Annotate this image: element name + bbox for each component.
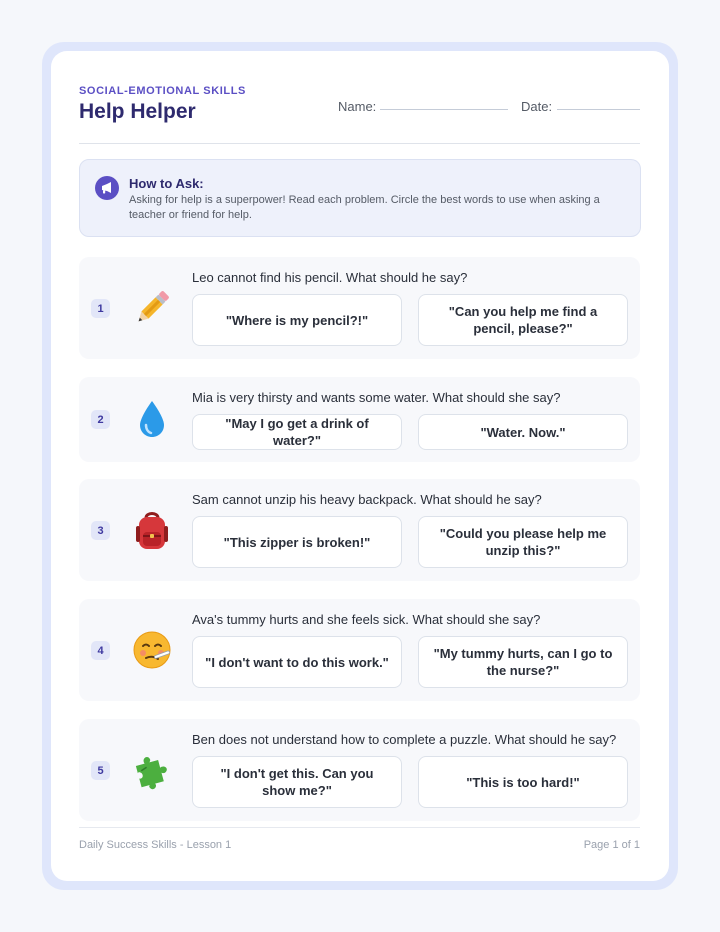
page-number: Page 1 of 1 <box>583 839 640 851</box>
header-divider <box>79 143 640 144</box>
pencil-icon <box>129 285 175 331</box>
problem-number: 3 <box>91 521 110 540</box>
water-drop-icon <box>129 396 175 442</box>
backpack-icon <box>129 507 175 553</box>
problem-question: Mia is very thirsty and wants some water. What should she say? <box>192 390 561 405</box>
date-field[interactable] <box>557 109 640 110</box>
problem-number: 5 <box>91 761 110 780</box>
answer-option-a[interactable]: "Where is my pencil?!" <box>192 294 402 346</box>
footer-divider <box>79 827 640 828</box>
instructions-box <box>79 159 641 237</box>
answer-option-b[interactable]: "This is too hard!" <box>418 756 628 808</box>
answer-option-a[interactable]: "May I go get a drink of water?" <box>192 414 402 450</box>
problem-card <box>79 377 640 462</box>
instructions-text: Asking for help is a superpower! Read each problem. Circle the best words to use when asking a teacher or friend for help. <box>129 194 600 221</box>
problem-number: 1 <box>91 299 110 318</box>
problem-number: 4 <box>91 641 110 660</box>
sick-face-icon <box>129 627 175 673</box>
instructions-title: How to Ask: <box>129 176 204 191</box>
footer-lesson: Daily Success Skills - Lesson 1 <box>79 839 232 851</box>
answer-option-b[interactable]: "My tummy hurts, can I go to the nurse?" <box>418 636 628 688</box>
problem-question: Ben does not understand how to complete a puzzle. What should he say? <box>192 732 617 747</box>
problem-card <box>79 719 640 821</box>
name-field[interactable] <box>380 109 508 110</box>
answer-option-b[interactable]: "Can you help me find a pencil, please?" <box>418 294 628 346</box>
answer-option-a[interactable]: "I don't want to do this work." <box>192 636 402 688</box>
name-label: Name: <box>338 99 377 114</box>
answer-option-a[interactable]: "This zipper is broken!" <box>192 516 402 568</box>
puzzle-piece-icon <box>129 747 175 793</box>
problem-question: Leo cannot find his pencil. What should he say? <box>192 270 468 285</box>
megaphone-icon <box>95 176 119 200</box>
problem-card <box>79 599 640 701</box>
problem-question: Sam cannot unzip his heavy backpack. What should he say? <box>192 492 542 507</box>
date-label: Date: <box>521 99 553 114</box>
problem-card <box>79 257 640 359</box>
answer-option-b[interactable]: "Could you please help me unzip this?" <box>418 516 628 568</box>
problem-card <box>79 479 640 581</box>
answer-option-b[interactable]: "Water. Now." <box>418 414 628 450</box>
answer-option-a[interactable]: "I don't get this. Can you show me?" <box>192 756 402 808</box>
problem-question: Ava's tummy hurts and she feels sick. What should she say? <box>192 612 541 627</box>
subject-label: SOCIAL-EMOTIONAL SKILLS <box>79 85 246 97</box>
page-title: Help Helper <box>79 100 196 123</box>
problem-number: 2 <box>91 410 110 429</box>
